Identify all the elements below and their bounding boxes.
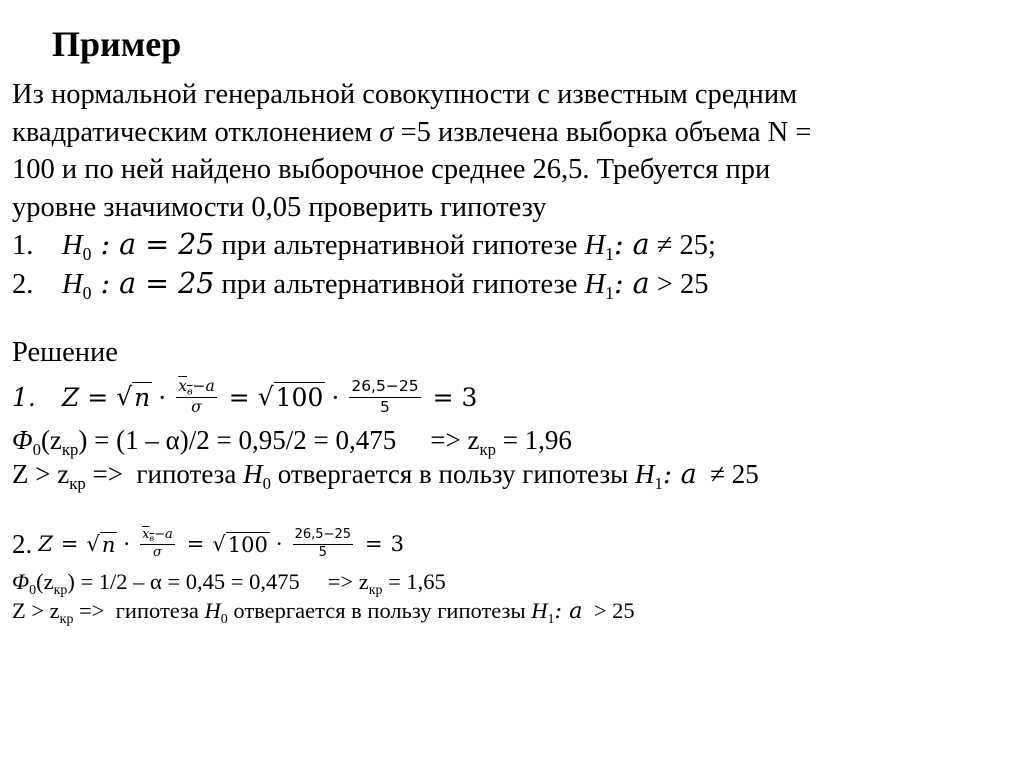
h0-subscript: 0 [220,611,228,627]
n-symbol: n [101,532,116,557]
fraction-mean [176,378,217,417]
result-value: 3 [390,532,404,556]
kr-subscript: кр [59,611,74,627]
critical-value: = 1,96 [495,425,572,455]
page-title: Пример [52,24,182,64]
z-symbol: Z [61,382,80,412]
h0-subscript: 0 [262,473,271,493]
hypothesis-1 [12,226,1012,265]
minus-a: −a [154,526,173,542]
equals: = [87,382,109,412]
fraction-mean [140,528,175,561]
h0-condition: : a = 25 [91,266,215,300]
x-subscript: в [186,386,193,398]
problem-line-4: уровне значимости 0,05 проверить гипотезу [12,191,547,223]
conclusion-text: отвергается в пользу гипотезы [270,459,636,489]
sqrt-value: 100 [227,532,268,557]
sqrt-icon: √ [86,531,100,556]
hypothesis-text: при альтернативной гипотезе [214,230,585,261]
x-subscript: в [149,533,155,543]
fraction-denominator: σ [152,544,162,560]
kr-subscript: кр [368,582,383,598]
z-formula-1 [12,366,477,428]
x-symbol: x [178,376,187,395]
dot: · [158,382,167,412]
step-number: 2. [12,528,33,559]
sigma-symbol: σ [379,116,394,148]
z-compare: Z > z [12,598,60,623]
arrow-z: => z [430,425,480,455]
h1-condition: : a [613,228,650,261]
sqrt-100 [258,382,326,412]
z-formula-2 [12,518,404,570]
problem-line-2-text: квадратическим отклонением [12,116,373,148]
fraction-numerator [140,528,175,545]
equals: = [186,532,205,556]
hypothesis-number: 2. [12,268,34,300]
fraction-denominator: 5 [318,544,327,560]
h0-symbol: H [62,268,83,300]
problem-line-1: Из нормальной генеральной совокупности с известным средним [12,79,798,110]
zkr-close: ) [78,425,88,455]
h1-relation: > 25 [649,268,709,300]
h0-symbol: H [62,230,83,261]
problem-line-2 [12,114,1012,152]
conclusion-1 [12,457,759,492]
h1-condition: : a [613,266,650,300]
h1-condition: : a [554,598,583,624]
zkr-open: (z [40,425,62,455]
kr-subscript: кр [61,439,79,459]
h1-subscript: 1 [605,244,614,265]
equals: = [365,532,383,556]
h1-symbol: H [531,598,548,623]
problem-line-2-rest: =5 извлечена выборка объема N = [393,116,812,148]
n-symbol: n [134,383,151,412]
h1-condition: : a [662,459,697,490]
sqrt-icon: √ [257,382,274,411]
fraction-values [293,528,353,561]
phi-line-2 [12,567,446,597]
solution-heading: Решение [12,337,118,368]
conclusion-arrow: => гипотеза [73,598,205,623]
z-symbol: Z [38,532,53,556]
problem-line-3: 100 и по ней найдено выборочное среднее 26,5. Требуется при [12,154,771,185]
kr-subscript: кр [479,439,496,459]
dot: · [331,382,340,412]
h1-relation: ≠ 25 [696,459,759,489]
sqrt-100 [212,532,269,557]
x-symbol: x [142,526,150,542]
fraction-numerator: 26,5−25 [349,378,420,398]
z-compare: Z > z [12,459,70,489]
h1-symbol: H [635,459,655,489]
h0-condition: : a = 25 [91,228,215,261]
fraction-numerator: 26,5−25 [293,528,353,545]
kr-subscript: кр [53,582,68,598]
sqrt-icon: √ [116,382,133,411]
zkr-close: ) [67,569,75,594]
fraction-denominator: σ [191,397,202,416]
phi-subscript: 0 [29,582,37,598]
h1-relation: ≠ 25; [649,230,716,261]
sqrt-n [86,532,117,557]
sqrt-n [116,382,152,412]
fraction-denominator: 5 [380,397,390,416]
h1-subscript: 1 [547,611,555,627]
fraction-values [349,378,420,417]
phi-calculation: = 1/2 – α = 0,45 = 0,475 [74,569,300,594]
conclusion-arrow: => гипотеза [85,459,244,489]
h0-symbol: H [204,598,221,623]
hypothesis-number: 1. [12,230,34,261]
phi-symbol: Φ [12,425,33,455]
h0-symbol: H [243,459,263,489]
equals: = [60,532,79,556]
dot: · [123,532,131,556]
fraction-numerator [176,378,217,398]
conclusion-2 [12,596,635,626]
arrow-z: => z [327,569,369,594]
sqrt-value: 100 [275,383,324,412]
dot: · [275,532,283,556]
hypothesis-text: при альтернативной гипотезе [214,268,585,300]
hypothesis-2 [12,265,1012,304]
critical-value: = 1,65 [382,569,446,594]
phi-subscript: 0 [32,439,41,459]
phi-symbol: Φ [12,569,30,594]
h1-symbol: H [584,230,606,261]
h1-subscript: 1 [605,282,614,303]
h1-symbol: H [584,268,606,300]
phi-line-1 [12,423,572,457]
kr-subscript: кр [69,473,86,493]
conclusion-text: отвергается в пользу гипотезы [227,598,532,623]
h1-subscript: 1 [654,473,663,493]
phi-calculation: = (1 – α)/2 = 0,95/2 = 0,475 [87,425,397,455]
zkr-open: (z [36,569,54,594]
minus-a: −a [192,376,215,395]
step-number: 1. [12,382,36,412]
equals: = [228,382,250,412]
problem-statement [12,76,1012,303]
result-value: 3 [461,382,478,412]
h1-relation: > 25 [582,598,635,623]
x-bar [178,376,193,398]
sqrt-icon: √ [212,531,226,556]
equals: = [432,382,454,412]
x-bar [142,527,154,542]
h0-subscript: 0 [82,282,92,303]
h0-subscript: 0 [82,244,92,265]
